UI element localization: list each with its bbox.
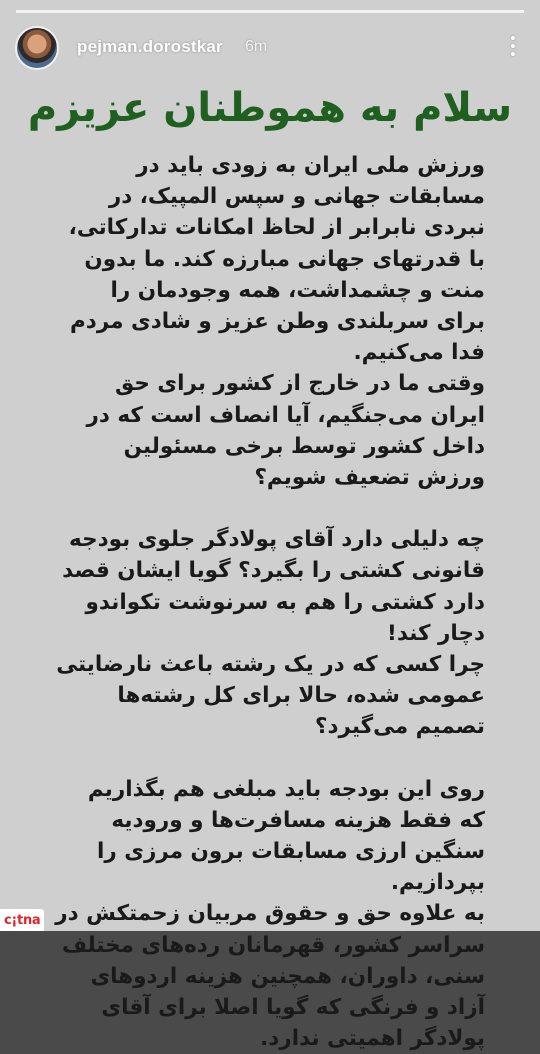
story-title: سلام به هموطنان عزیزم [27, 85, 513, 131]
more-options-icon[interactable] [508, 36, 518, 60]
paragraph-6: به علاوه حق و حقوق مربیان زحمتکش در سراسر کشور، قهرمانان رده‌های مختلف سنی، داوران، همچنین هزینه اردوهای آزاد و فرنگی که گویا اصلا برای آقای پولادگر اهمیتی ندارد. [55, 901, 485, 1052]
paragraph-4: چرا کسی که در یک رشته باعث نارضایتی عمومی شده، حالا برای کل رشته‌ها تصمیم می‌گیرد؟ [56, 652, 485, 740]
more-dot [511, 52, 515, 56]
story-progress-bar [16, 10, 524, 13]
paragraph-gap [55, 493, 485, 524]
story-timestamp: 6m [245, 38, 268, 55]
paragraph-gap [55, 743, 485, 774]
paragraph-5: روی این بودجه باید مبلغی هم بگذاریم که فقط هزینه مسافرت‌ها و ورودیه سنگین ارزی مسابقات برون مرزی را بپردازیم. [87, 776, 485, 896]
watermark-logo-text: c¡tna [4, 913, 41, 928]
paragraph-2: وقتی ما در خارج از کشور برای حق ایران می‌جنگیم، آیا انصاف است که در داخل کشور توسط برخی مسئولین ورزش تضعیف شویم؟ [86, 371, 485, 491]
story-text-body [55, 150, 485, 1054]
citna-watermark [0, 909, 44, 931]
more-dot [511, 44, 515, 48]
paragraph-3: چه دلیلی دارد آقای پولادگر جلوی بودجه قانونی کشتی را بگیرد؟ گویا ایشان قصد دارد کشتی را هم به سرنوشت تکواندو دچار کند! [62, 527, 485, 646]
story-header [0, 22, 540, 74]
more-dot [511, 36, 515, 40]
paragraph-1: ورزش ملی ایران به زودی باید در مسابقات جهانی و سپس المپیک، در نبردی نابرابر از لحاظ امکانات تدارکاتی، با قدرتهای جهانی مبارزه کند. ما بدون منت و چشمداشت، همه وجودمان را برای سربلندی وطن عزیز و شادی مردم فدا می‌کنیم. [68, 153, 485, 366]
story-progress-fill [16, 10, 524, 13]
avatar[interactable] [15, 26, 59, 70]
username-link[interactable]: pejman.dorostkar [77, 37, 223, 56]
